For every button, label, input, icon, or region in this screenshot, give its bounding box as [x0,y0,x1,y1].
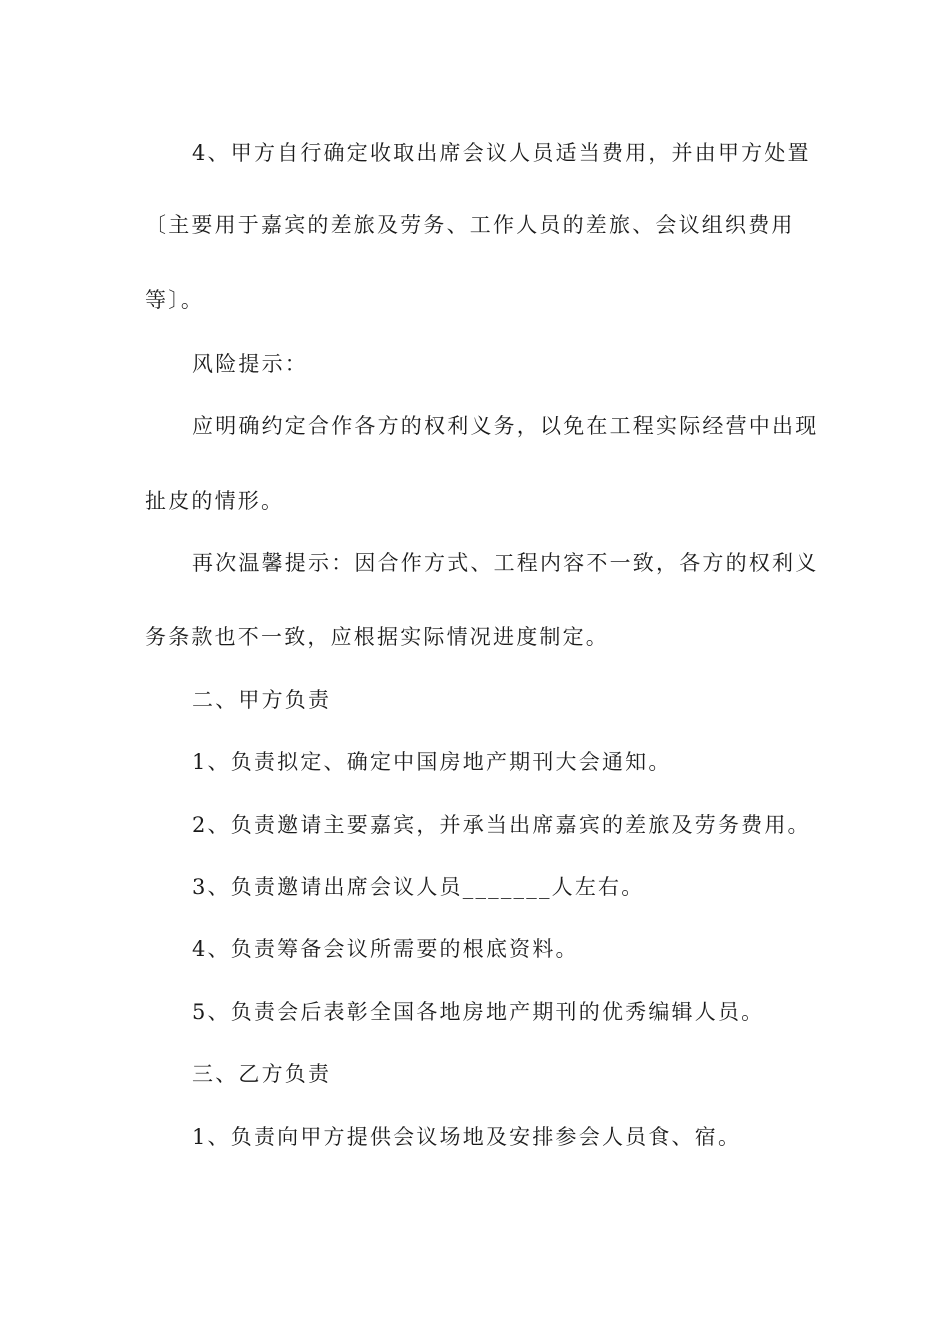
party-a-item-1: 1、负责拟定、确定中国房地产期刊大会通知。 [192,750,672,774]
risk-paragraph: 应明确约定合作各方的权利义务，以免在工程实际经营中出现 [192,414,819,438]
risk-paragraph-cont: 扯皮的情形。 [145,489,285,513]
party-a-item-5: 5、负责会后表彰全国各地房地产期刊的优秀编辑人员。 [192,1000,765,1024]
party-a-item-3: 3、负责邀请出席会议人员_______人左右。 [192,875,645,899]
section-heading-party-b: 三、乙方负责 [192,1062,332,1086]
paragraph-item-4-fee-cont: 〔主要用于嘉宾的差旅及劳务、工作人员的差旅、会议组织费用 [145,213,795,237]
risk-heading: 风险提示： [192,352,308,376]
section-heading-party-a: 二、甲方负责 [192,688,332,712]
paragraph-item-4-fee: 4、甲方自行确定收取出席会议人员适当费用，并由甲方处置 [192,141,811,165]
reminder-paragraph-cont: 务条款也不一致，应根据实际情况进度制定。 [145,625,609,649]
reminder-paragraph: 再次温馨提示：因合作方式、工程内容不一致，各方的权利义 [192,551,819,575]
party-b-item-1: 1、负责向甲方提供会议场地及安排参会人员食、宿。 [192,1125,742,1149]
paragraph-item-4-fee-end: 等〕。 [145,288,205,312]
party-a-item-2: 2、负责邀请主要嘉宾，并承当出席嘉宾的差旅及劳务费用。 [192,813,811,837]
party-a-item-4: 4、负责筹备会议所需要的根底资料。 [192,937,579,961]
